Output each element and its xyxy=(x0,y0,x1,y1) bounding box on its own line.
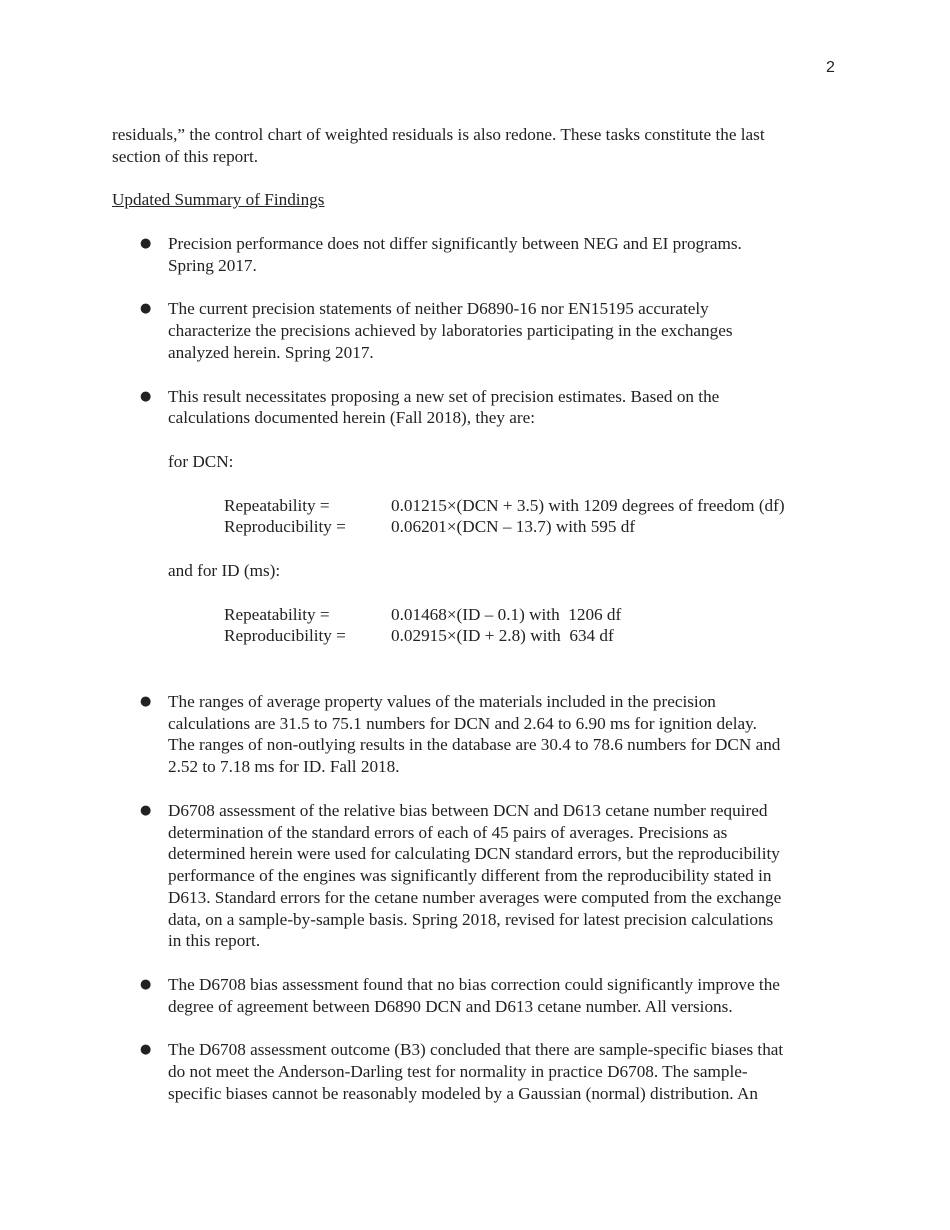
equation-label: Repeatability = xyxy=(224,604,330,624)
text-line: analyzed herein. Spring 2017. xyxy=(168,342,374,362)
text-line: performance of the engines was significantly different from the reproducibility stated in xyxy=(168,866,772,886)
equation-label: Repeatability = xyxy=(224,495,330,515)
text-line: section of this report. xyxy=(112,146,259,166)
equation-value: 0.01215×(DCN + 3.5) with 1209 degrees of freedom (df) xyxy=(391,495,785,515)
bullet-icon: ● xyxy=(140,388,152,404)
finding-item xyxy=(112,800,847,953)
finding-item xyxy=(112,691,847,778)
text-line: specific biases cannot be reasonably modeled by a Gaussian (normal) distribution. An xyxy=(168,1084,758,1104)
text-line: in this report. xyxy=(168,931,261,951)
page-number: 2 xyxy=(826,59,835,76)
bullet-icon: ● xyxy=(140,235,152,251)
id-equations xyxy=(168,604,847,648)
text-line: determined herein were used for calculating DCN standard errors, but the reproducibility xyxy=(168,844,780,864)
document-body xyxy=(112,124,847,1105)
text-line: D613. Standard errors for the cetane number averages were computed from the exchange xyxy=(168,887,782,907)
text-line: Spring 2017. xyxy=(168,255,257,275)
text-line: The D6708 bias assessment found that no bias correction could significantly improve the xyxy=(168,975,780,995)
text-line: D6708 assessment of the relative bias between DCN and D613 cetane number required xyxy=(168,800,768,820)
intro-paragraph xyxy=(112,124,847,168)
text-line: calculations documented herein (Fall 2018), they are: xyxy=(168,408,536,428)
equation-value: 0.06201×(DCN – 13.7) with 595 df xyxy=(391,517,636,537)
text-line: data, on a sample-by-sample basis. Spring 2018, revised for latest precision calculations xyxy=(168,909,774,929)
text-line: The current precision statements of neither D6890-16 nor EN15195 accurately xyxy=(168,299,709,319)
dcn-equations xyxy=(168,495,847,539)
text-line: do not meet the Anderson-Darling test for normality in practice D6708. The sample- xyxy=(168,1062,748,1082)
equation-row xyxy=(224,604,847,626)
text-line: The ranges of non-outlying results in the database are 30.4 to 78.6 numbers for DCN and xyxy=(168,735,781,755)
equation-value: 0.01468×(ID – 0.1) with 1206 df xyxy=(391,604,622,624)
id-intro: and for ID (ms): xyxy=(168,560,281,580)
section-heading: Updated Summary of Findings xyxy=(112,190,325,210)
bullet-icon: ● xyxy=(140,693,152,709)
text-line: calculations are 31.5 to 75.1 numbers for DCN and 2.64 to 6.90 ms for ignition delay. xyxy=(168,713,757,733)
finding-item xyxy=(112,298,847,363)
text-line: degree of agreement between D6890 DCN and D613 cetane number. All versions. xyxy=(168,996,733,1016)
equation-label: Reproducibility = xyxy=(224,626,346,646)
bullet-icon: ● xyxy=(140,802,152,818)
findings-list xyxy=(112,233,847,1105)
text-line: residuals,” the control chart of weighted residuals is also redone. These tasks constitute the last xyxy=(112,125,765,144)
text-line: The ranges of average property values of the materials included in the precision xyxy=(168,691,716,711)
bullet-icon: ● xyxy=(140,301,152,317)
finding-item xyxy=(112,233,847,277)
bullet-icon: ● xyxy=(140,977,152,993)
text-line: determination of the standard errors of each of 45 pairs of averages. Precisions as xyxy=(168,822,728,842)
equation-row xyxy=(224,516,847,538)
text-line: The D6708 assessment outcome (B3) concluded that there are sample-specific biases that xyxy=(168,1040,784,1060)
equation-value: 0.02915×(ID + 2.8) with 634 df xyxy=(391,626,614,646)
text-line: Precision performance does not differ significantly between NEG and EI programs. xyxy=(168,233,742,253)
bullet-icon: ● xyxy=(140,1042,152,1058)
finding-item xyxy=(112,974,847,1018)
text-line: characterize the precisions achieved by laboratories participating in the exchanges xyxy=(168,321,733,341)
dcn-intro: for DCN: xyxy=(168,451,234,471)
text-line: This result necessitates proposing a new set of precision estimates. Based on the xyxy=(168,386,720,406)
text-line: 2.52 to 7.18 ms for ID. Fall 2018. xyxy=(168,757,400,777)
equation-label: Reproducibility = xyxy=(224,517,346,537)
equation-row xyxy=(224,495,847,517)
finding-item xyxy=(112,1039,847,1104)
equation-row xyxy=(224,625,847,647)
finding-item xyxy=(112,386,847,648)
